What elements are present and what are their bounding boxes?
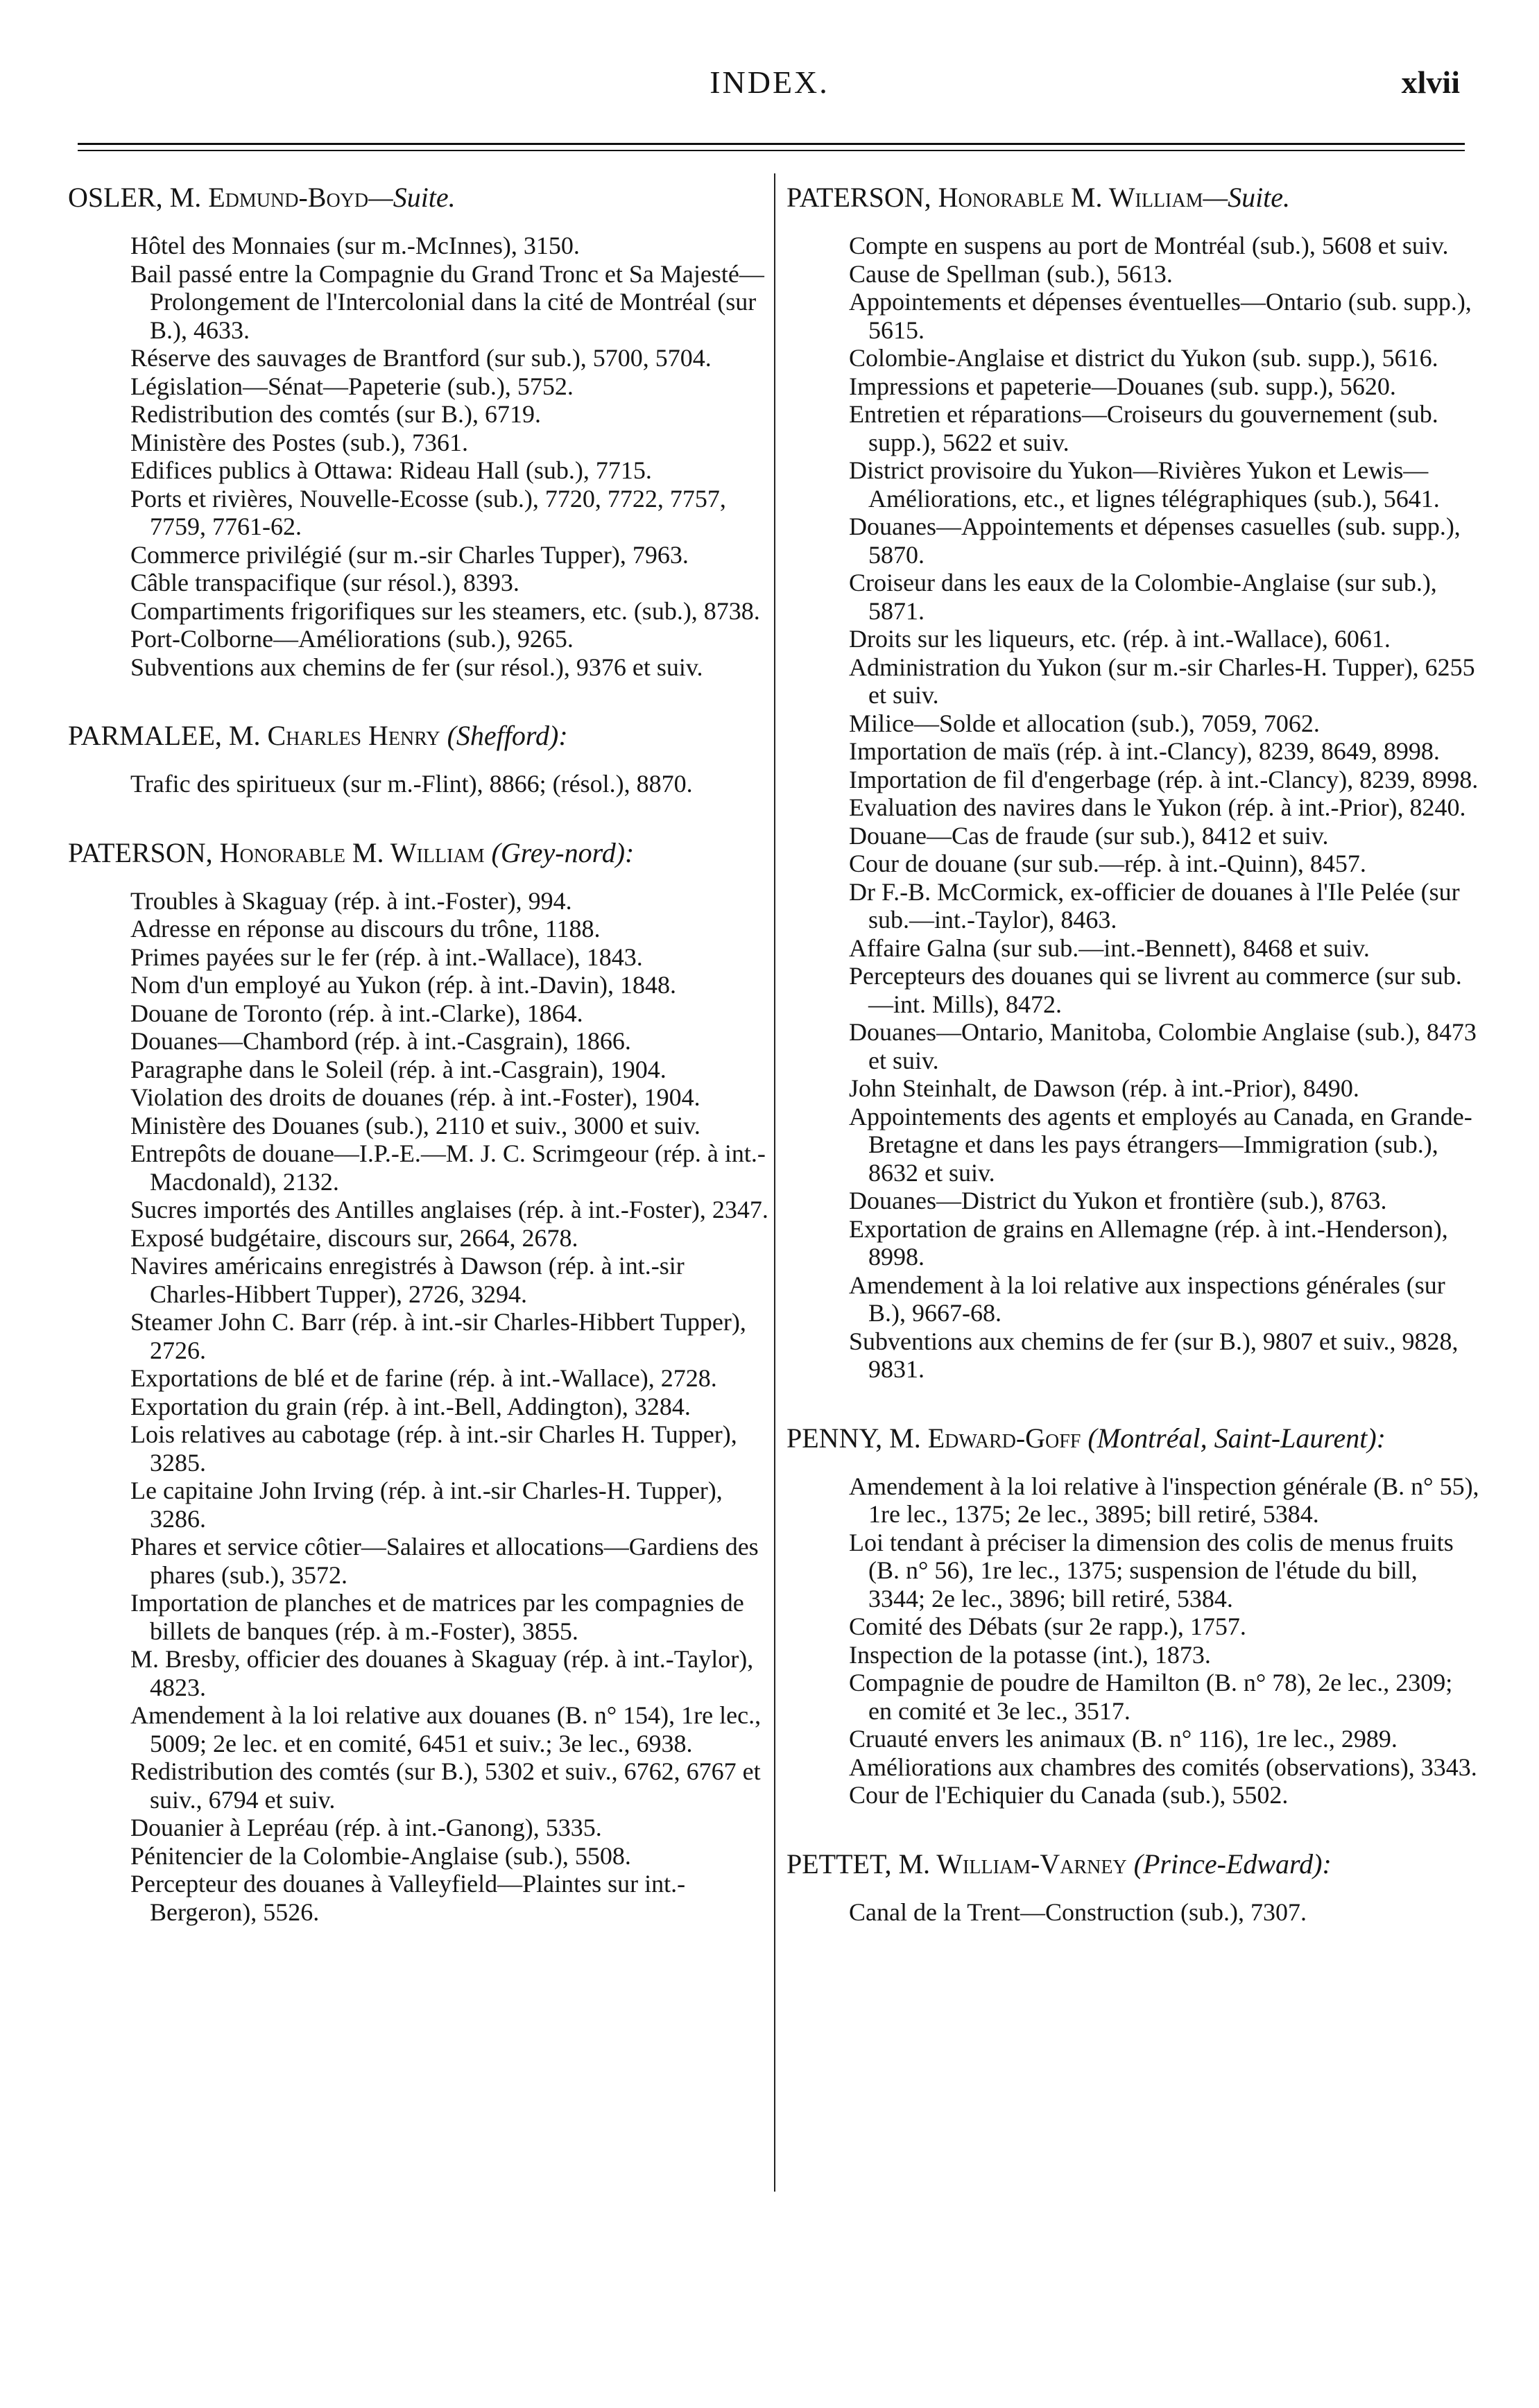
index-item: Impressions et papeterie—Douanes (sub. supp.), 5620.	[849, 372, 1396, 400]
index-entry-paterson	[786, 182, 1480, 1384]
index-item: Amendement à la loi relative aux douanes (B. n° 154), 1re lec., 5009; 2e lec. et en comité, 6451 et suiv.; 3e lec., 6938.	[130, 1701, 762, 1757]
member-name: PATERSON, Honorable M. William	[786, 182, 1203, 213]
index-item: Milice—Solde et allocation (sub.), 7059, 7062.	[849, 709, 1320, 737]
entry-item-list	[68, 770, 774, 798]
index-item: Amendement à la loi relative aux inspections générales (sur B.), 9667-68.	[849, 1271, 1445, 1327]
index-item: Améliorations aux chambres des comités (observations), 3343.	[849, 1753, 1477, 1781]
index-item: John Steinhalt, de Dawson (rép. à int.-Prior), 8490.	[849, 1074, 1359, 1102]
index-item: Inspection de la potasse (int.), 1873.	[849, 1640, 1211, 1669]
index-item: Douanier à Lepréau (rép. à int.-Ganong), 5335.	[130, 1814, 602, 1841]
index-item: Edifices publics à Ottawa: Rideau Hall (sub.), 7715.	[130, 456, 652, 484]
index-item: Exportations de blé et de farine (rép. à int.-Wallace), 2728.	[130, 1364, 717, 1392]
index-item: Ministère des Postes (sub.), 7361.	[130, 428, 468, 456]
index-item: Phares et service côtier—Salaires et allocations—Gardiens des phares (sub.), 3572.	[130, 1533, 759, 1589]
constituency: (Grey-nord):	[491, 836, 635, 868]
member-name: PARMALEE, M. Charles Henry	[68, 720, 440, 751]
index-item: Douanes—Appointements et dépenses casuelles (sub. supp.), 5870.	[849, 513, 1461, 569]
index-item: Nom d'un employé au Yukon (rép. à int.-Davin), 1848.	[130, 971, 676, 999]
index-item: Primes payées sur le fer (rép. à int.-Wallace), 1843.	[130, 943, 643, 971]
index-item: Redistribution des comtés (sur B.), 6719.	[130, 400, 541, 428]
index-item: Entrepôts de douane—I.P.-E.—M. J. C. Scrimgeour (rép. à int.-Macdonald), 2132.	[130, 1140, 766, 1196]
index-item: Importation de planches et de matrices par les compagnies de billets de banques (rép. à m.-Foster), 3855.	[130, 1589, 744, 1645]
entry-heading	[68, 837, 774, 869]
entry-heading	[68, 182, 774, 214]
index-item: Législation—Sénat—Papeterie (sub.), 5752.	[130, 372, 574, 400]
index-item: Bail passé entre la Compagnie du Grand Tronc et Sa Majesté—Prolongement de l'Intercolonial dans la cité de Montréal (sur B.), 4633.	[130, 259, 764, 344]
index-item: Trafic des spiritueux (sur m.-Flint), 8866; (résol.), 8870.	[130, 770, 693, 798]
index-item: Evaluation des navires dans le Yukon (rép. à int.-Prior), 8240.	[849, 793, 1466, 821]
page-title: INDEX.	[710, 64, 829, 100]
entry-item-list	[68, 232, 774, 681]
index-item: Le capitaine John Irving (rép. à int.-sir Charles-H. Tupper), 3286.	[130, 1477, 723, 1533]
index-item: Cruauté envers les animaux (B. n° 116), 1re lec., 2989.	[849, 1725, 1398, 1753]
index-item: Ministère des Douanes (sub.), 2110 et suiv., 3000 et suiv.	[130, 1111, 700, 1140]
index-item: Exposé budgétaire, discours sur, 2664, 2678.	[130, 1223, 578, 1252]
member-name: PETTET, M. William-Varney	[786, 1848, 1127, 1880]
index-item: Droits sur les liqueurs, etc. (rép. à int.-Wallace), 6061.	[849, 625, 1391, 653]
index-item: M. Bresby, officier des douanes à Skaguay (rép. à int.-Taylor), 4823.	[130, 1645, 754, 1701]
index-item: Port-Colborne—Améliorations (sub.), 9265.	[130, 625, 574, 653]
index-item: Hôtel des Monnaies (sur m.-McInnes), 3150.	[130, 232, 580, 259]
left-column	[68, 182, 774, 1965]
index-item: Steamer John C. Barr (rép. à int.-sir Charles-Hibbert Tupper), 2726.	[130, 1308, 746, 1364]
column-divider	[774, 173, 775, 2192]
index-item: Lois relatives au cabotage (rép. à int.-sir Charles H. Tupper), 3285.	[130, 1420, 737, 1477]
index-item: Paragraphe dans le Soleil (rép. à int.-Casgrain), 1904.	[130, 1055, 667, 1083]
index-item: Pénitencier de la Colombie-Anglaise (sub.), 5508.	[130, 1841, 631, 1870]
index-item: Comité des Débats (sur 2e rapp.), 1757.	[849, 1613, 1246, 1640]
index-entry-penny	[786, 1422, 1480, 1809]
index-entry-parmalee	[68, 720, 774, 798]
constituency: (Montréal, Saint-Laurent):	[1087, 1422, 1386, 1454]
index-item: Exportation du grain (rép. à int.-Bell, Addington), 3284.	[130, 1392, 691, 1420]
index-item: Appointements des agents et employés au Canada, en Grande-Bretagne et dans les pays étrangers—Immigration (sub.), 8632 et suiv.	[849, 1102, 1472, 1187]
entry-item-list	[786, 232, 1480, 1384]
index-item: Dr F.-B. McCormick, ex-officier de douanes à l'Ile Pelée (sur sub.—int.-Taylor), 8463.	[849, 877, 1460, 934]
entry-item-list	[68, 887, 774, 1927]
index-item: Redistribution des comtés (sur B.), 5302 et suiv., 6762, 6767 et suiv., 6794 et suiv.	[130, 1757, 761, 1814]
entry-heading	[786, 1848, 1480, 1880]
entry-heading	[68, 720, 774, 752]
index-item: Administration du Yukon (sur m.-sir Charles-H. Tupper), 6255 et suiv.	[849, 653, 1475, 709]
continuation-marker: —Suite.	[1203, 182, 1291, 213]
page-number: xlvii	[1401, 64, 1460, 100]
entry-item-list	[786, 1472, 1480, 1809]
entry-item-list	[786, 1898, 1480, 1927]
index-item: Percepteurs des douanes qui se livrent au commerce (sur sub.—int. Mills), 8472.	[849, 962, 1462, 1018]
index-item: Compte en suspens au port de Montréal (sub.), 5608 et suiv.	[849, 232, 1449, 259]
index-item: Affaire Galna (sur sub.—int.-Bennett), 8468 et suiv.	[849, 934, 1370, 962]
entry-heading	[786, 182, 1480, 214]
member-name: OSLER, M. Edmund-Boyd	[68, 182, 369, 213]
index-item: Colombie-Anglaise et district du Yukon (sub. supp.), 5616.	[849, 344, 1438, 372]
index-item: Troubles à Skaguay (rép. à int.-Foster), 994.	[130, 886, 572, 915]
index-item: Appointements et dépenses éventuelles—Ontario (sub. supp.), 5615.	[849, 288, 1472, 344]
index-item: Importation de maïs (rép. à int.-Clancy), 8239, 8649, 8998.	[849, 737, 1440, 765]
index-item: Douane—Cas de fraude (sur sub.), 8412 et suiv.	[849, 821, 1329, 850]
index-item: Navires américains enregistrés à Dawson (rép. à int.-sir Charles-Hibbert Tupper), 2726, 3294.	[130, 1252, 685, 1308]
index-item: Adresse en réponse au discours du trône, 1188.	[130, 915, 601, 943]
index-item: Cour de l'Echiquier du Canada (sub.), 5502.	[849, 1781, 1289, 1809]
index-item: Sucres importés des Antilles anglaises (rép. à int.-Foster), 2347.	[130, 1196, 768, 1223]
index-item: Subventions aux chemins de fer (sur résol.), 9376 et suiv.	[130, 653, 703, 681]
index-item: Percepteur des douanes à Valleyfield—Plaintes sur int.-Bergeron), 5526.	[130, 1870, 686, 1926]
index-item: Commerce privilégié (sur m.-sir Charles Tupper), 7963.	[130, 540, 689, 569]
index-entry-osler	[68, 182, 774, 681]
index-item: Câble transpacifique (sur résol.), 8393.	[130, 569, 519, 596]
index-item: Cour de douane (sur sub.—rép. à int.-Quinn), 8457.	[849, 850, 1366, 877]
index-item: District provisoire du Yukon—Rivières Yukon et Lewis—Améliorations, etc., et lignes télégraphiques (sub.), 5641.	[849, 456, 1440, 513]
index-item: Cause de Spellman (sub.), 5613.	[849, 259, 1173, 288]
index-item: Douane de Toronto (rép. à int.-Clarke), 1864.	[130, 999, 583, 1027]
member-name: PATERSON, Honorable M. William	[68, 836, 485, 868]
index-item: Douanes—Ontario, Manitoba, Colombie Anglaise (sub.), 8473 et suiv.	[849, 1018, 1477, 1074]
index-item: Subventions aux chemins de fer (sur B.), 9807 et suiv., 9828, 9831.	[849, 1327, 1459, 1383]
index-item: Compagnie de poudre de Hamilton (B. n° 78), 2e lec., 2309; en comité et 3e lec., 3517.	[849, 1669, 1453, 1725]
index-item: Réserve des sauvages de Brantford (sur sub.), 5700, 5704.	[130, 344, 712, 372]
constituency: (Prince-Edward):	[1133, 1848, 1332, 1880]
index-item: Canal de la Trent—Construction (sub.), 7307.	[849, 1898, 1307, 1926]
index-item: Ports et rivières, Nouvelle-Ecosse (sub.), 7720, 7722, 7757, 7759, 7761-62.	[130, 484, 726, 540]
index-item: Entretien et réparations—Croiseurs du gouvernement (sub. supp.), 5622 et suiv.	[849, 400, 1438, 456]
index-item: Croiseur dans les eaux de la Colombie-Anglaise (sur sub.), 5871.	[849, 569, 1437, 625]
entry-heading	[786, 1422, 1480, 1454]
header-rule	[78, 143, 1465, 145]
index-item: Loi tendant à préciser la dimension des colis de menus fruits (B. n° 56), 1re lec., 1375; suspension de l'étude du bill, 3344; 2e lec., 3896; bill retiré, 5384.	[849, 1528, 1454, 1613]
continuation-marker: —Suite.	[368, 182, 456, 213]
index-entry-pettet	[786, 1848, 1480, 1927]
constituency: (Shefford):	[447, 720, 568, 751]
index-item: Douanes—District du Yukon et frontière (sub.), 8763.	[849, 1187, 1387, 1214]
index-entry-paterson	[68, 837, 774, 1927]
index-item: Douanes—Chambord (rép. à int.-Casgrain), 1866.	[130, 1027, 631, 1055]
header-rule-secondary	[78, 150, 1465, 151]
index-item: Exportation de grains en Allemagne (rép. à int.-Henderson), 8998.	[849, 1214, 1448, 1271]
member-name: PENNY, M. Edward-Goff	[786, 1422, 1081, 1454]
index-item: Compartiments frigorifiques sur les steamers, etc. (sub.), 8738.	[130, 596, 760, 625]
right-column	[786, 182, 1480, 1965]
index-item: Importation de fil d'engerbage (rép. à int.-Clancy), 8239, 8998.	[849, 765, 1479, 793]
index-item: Violation des droits de douanes (rép. à int.-Foster), 1904.	[130, 1083, 700, 1111]
index-item: Amendement à la loi relative à l'inspection générale (B. n° 55), 1re lec., 1375; 2e lec., 3895; bill retiré, 5384.	[849, 1472, 1479, 1528]
